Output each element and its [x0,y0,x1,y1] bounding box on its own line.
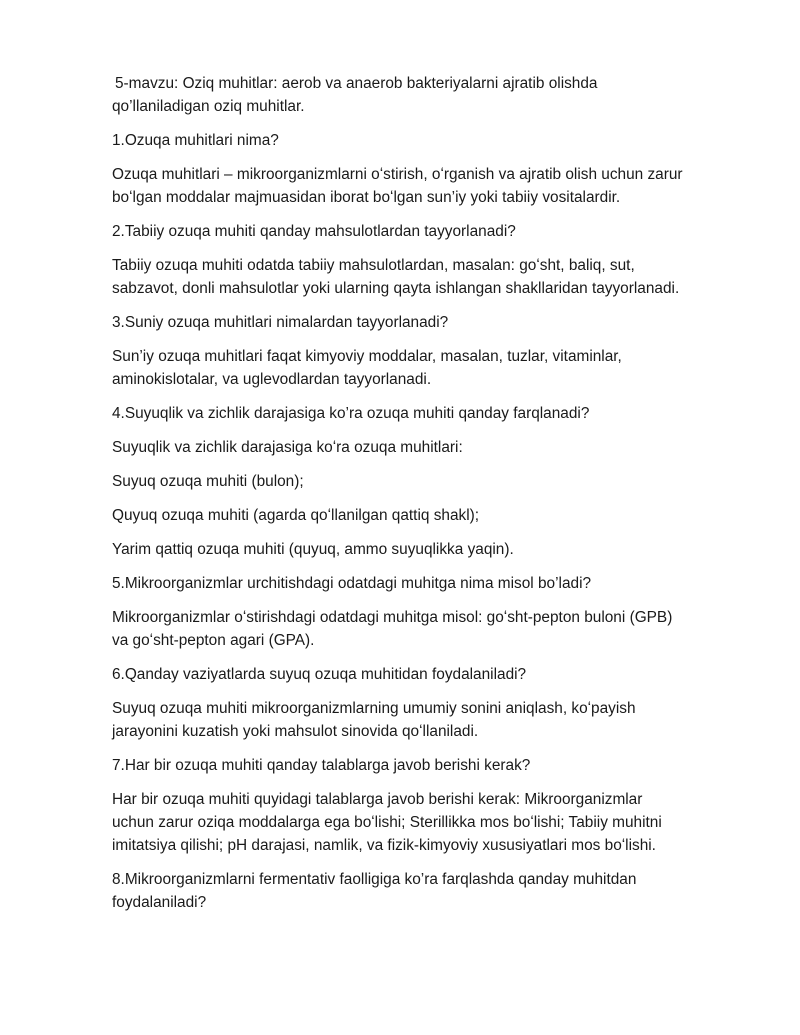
answer-4-item [112,538,752,561]
question-6 [112,663,752,686]
answer-1 [112,163,752,209]
text-line: Suyuq ozuqa muhiti mikroorganizmlarning umumiy sonini aniqlash, koʻpayish [112,700,636,717]
text-line: aminokislotalar, va uglevodlardan tayyorlanadi. [112,371,432,388]
answer-5 [112,606,752,652]
answer-4-item [112,470,752,493]
text-line: Tabiiy ozuqa muhiti odatda tabiiy mahsulotlardan, masalan: goʻsht, baliq, sut, [112,257,635,274]
question-1 [112,129,752,152]
text-line: 4.Suyuqlik va zichlik darajasiga ko’ra ozuqa muhiti qanday farqlanadi? [112,405,590,422]
title-line: qo’llaniladigan oziq muhitlar. [112,98,305,115]
text-line: Ozuqa muhitlari – mikroorganizmlarni oʻstirish, oʻrganish va ajratib olish uchun zarur [112,166,683,183]
text-line: 3.Suniy ozuqa muhitlari nimalardan tayyorlanadi? [112,314,449,331]
answer-4-item [112,504,752,527]
question-5 [112,572,752,595]
text-line: Sun’iy ozuqa muhitlari faqat kimyoviy moddalar, masalan, tuzlar, vitaminlar, [112,348,622,365]
answer-2 [112,254,752,300]
document-body [112,72,752,925]
text-line: 2.Tabiiy ozuqa muhiti qanday mahsulotlardan tayyorlanadi? [112,223,516,240]
question-8 [112,868,752,914]
text-line: boʻlgan moddalar majmuasidan iborat boʻlgan sun’iy yoki tabiiy vositalardir. [112,189,621,206]
text-line: uchun zarur oziqa moddalarga ega boʻlishi; Sterillikka mos boʻlishi; Tabiiy muhitni [112,814,662,831]
text-line: 7.Har bir ozuqa muhiti qanday talablarga javob berishi kerak? [112,757,531,774]
text-line: Har bir ozuqa muhiti quyidagi talablarga javob berishi kerak: Mikroorganizmlar [112,791,643,808]
text-line: 1.Ozuqa muhitlari nima? [112,132,279,149]
answer-6 [112,697,752,743]
text-line: Suyuq ozuqa muhiti (bulon); [112,473,304,490]
question-4 [112,402,752,425]
document-title [112,72,752,118]
text-line: Yarim qattiq ozuqa muhiti (quyuq, ammo suyuqlikka yaqin). [112,541,514,558]
text-line: sabzavot, donli mahsulotlar yoki ularning qayta ishlangan shakllaridan tayyorlanadi. [112,280,680,297]
text-line: foydalaniladi? [112,894,207,911]
text-line: jarayonini kuzatish yoki mahsulot sinovida qoʻllaniladi. [112,723,479,740]
answer-4-intro [112,436,752,459]
answer-3 [112,345,752,391]
text-line: 5.Mikroorganizmlar urchitishdagi odatdagi muhitga nima misol bo’ladi? [112,575,592,592]
question-7 [112,754,752,777]
title-line: 5-mavzu: Oziq muhitlar: aerob va anaerob bakteriyalarni ajratib olishda [115,75,598,92]
text-line: 6.Qanday vaziyatlarda suyuq ozuqa muhitidan foydalaniladi? [112,666,527,683]
text-line: Suyuqlik va zichlik darajasiga koʻra ozuqa muhitlari: [112,439,463,456]
question-2 [112,220,752,243]
text-line: 8.Mikroorganizmlarni fermentativ faolligiga ko’ra farqlashda qanday muhitdan [112,871,637,888]
text-line: Quyuq ozuqa muhiti (agarda qoʻllanilgan qattiq shakl); [112,507,480,524]
question-3 [112,311,752,334]
answer-7 [112,788,752,857]
text-line: imitatsiya qilishi; pH darajasi, namlik, va fizik-kimyoviy xususiyatlari mos boʻlishi. [112,837,656,854]
text-line: va goʻsht-pepton agari (GPA). [112,632,315,649]
text-line: Mikroorganizmlar oʻstirishdagi odatdagi muhitga misol: goʻsht-pepton buloni (GPB) [112,609,673,626]
